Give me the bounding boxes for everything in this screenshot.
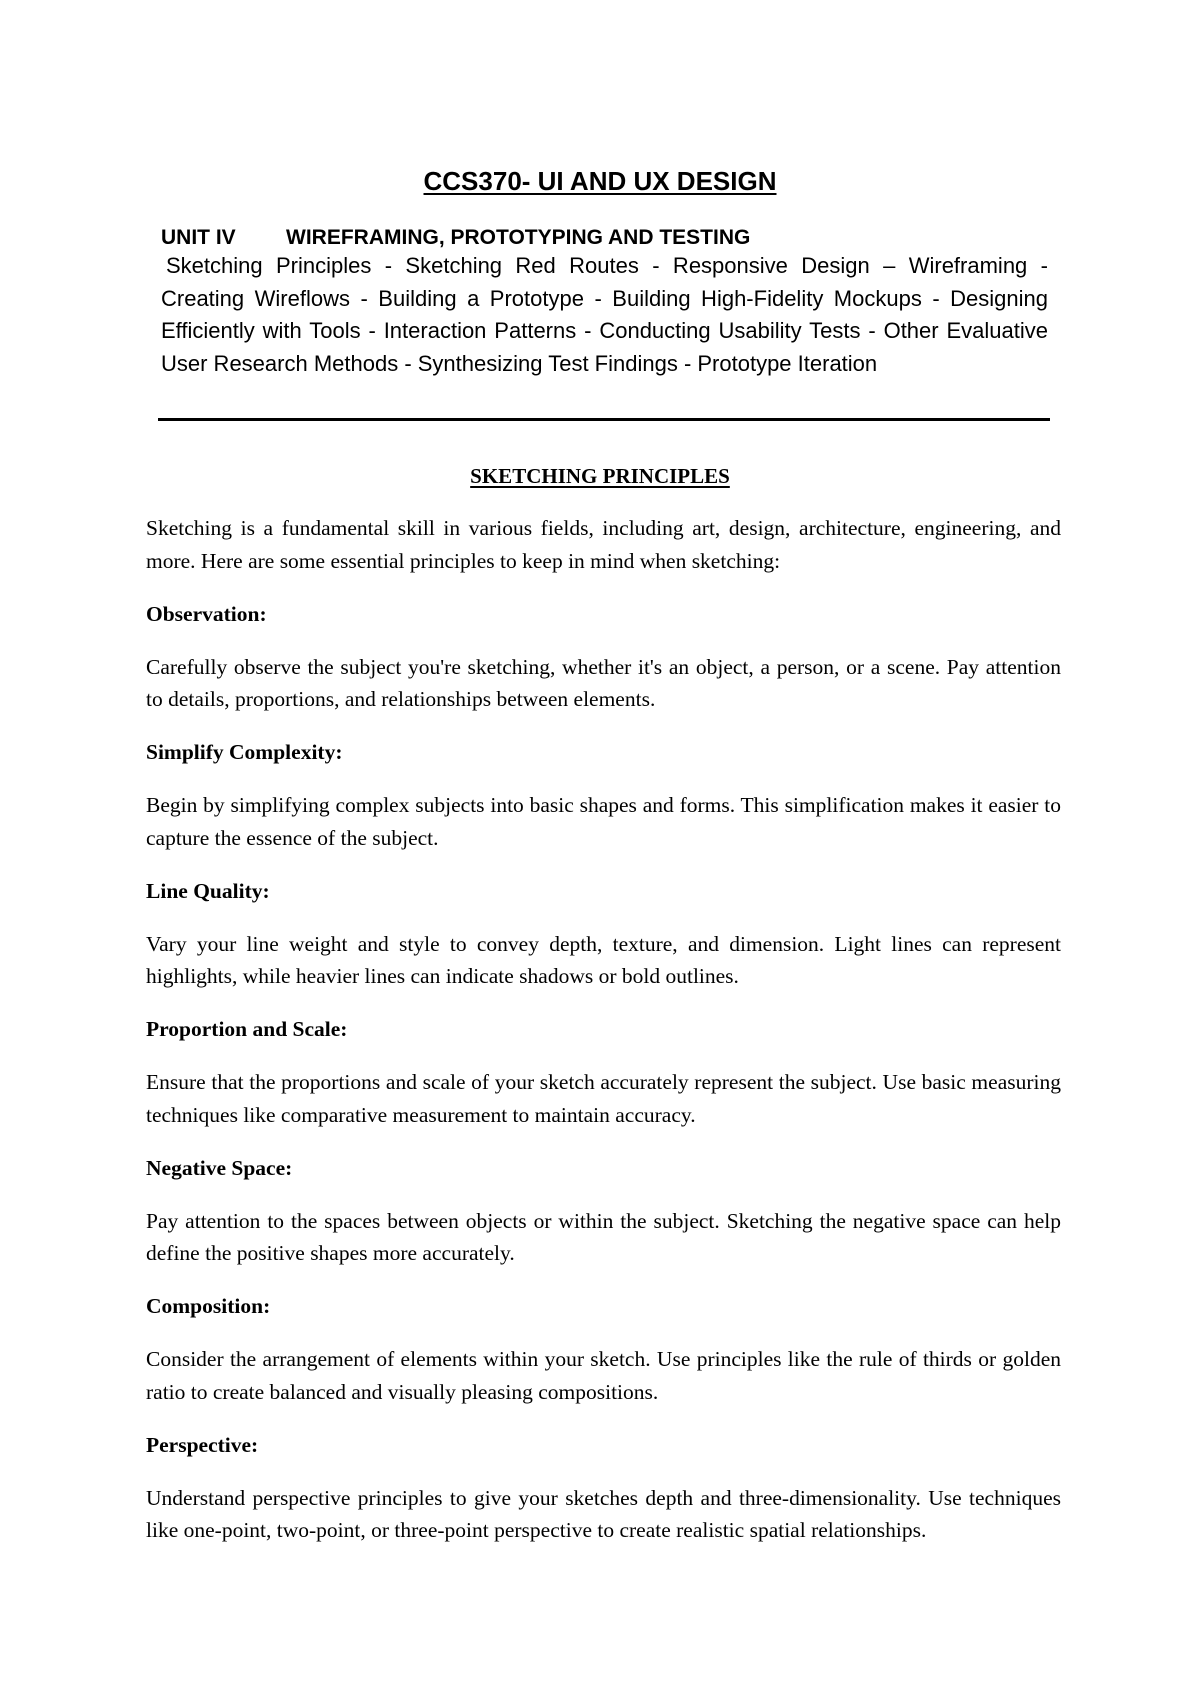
principle-text: Carefully observe the subject you're sketching, whether it's an object, a person, or a scene. Pay attention to details, proportions, and relationships between elements.	[146, 654, 1061, 711]
principle-text: Understand perspective principles to give your sketches depth and three-dimensionality. Use techniques like one-point, two-point, or three-point perspective to create realistic spatial relationships.	[146, 1485, 1061, 1542]
principle-text: Pay attention to the spaces between objects or within the subject. Sketching the negative space can help define the positive shapes more accurately.	[146, 1208, 1061, 1265]
principle-heading: Proportion and Scale:	[146, 1017, 348, 1041]
principle-text: Ensure that the proportions and scale of your sketch accurately represent the subject. Use basic measuring techniques like comparative measurement to maintain accuracy.	[146, 1070, 1061, 1127]
principle-heading: Negative Space:	[146, 1155, 293, 1180]
principle-heading: Composition:	[146, 1294, 271, 1318]
principle-text: Vary your line weight and style to convey depth, texture, and dimension. Light lines can represent highlights, while heavier lines can indicate shadows or bold outlines.	[146, 931, 1061, 988]
section-title: SKETCHING PRINCIPLES	[470, 464, 730, 488]
principle-text: Consider the arrangement of elements within your sketch. Use principles like the rule of thirds or golden ratio to create balanced and visually pleasing compositions.	[146, 1347, 1061, 1404]
principle-text: Begin by simplifying complex subjects into basic shapes and forms. This simplification makes it easier to capture the essence of the subject.	[146, 793, 1061, 850]
section-intro: Sketching is a fundamental skill in various fields, including art, design, architecture, engineering, and more. Here are some essential principles to keep in mind when sketching:	[146, 516, 1061, 573]
principle-heading: Line Quality:	[146, 878, 270, 903]
divider-rule	[158, 418, 1050, 421]
unit-heading	[161, 225, 1051, 250]
principle-heading: Perspective:	[146, 1432, 259, 1457]
course-title: CCS370- UI AND UX DESIGN	[423, 166, 777, 196]
principle-heading: Simplify Complexity:	[146, 740, 343, 764]
unit-label: UNIT IV	[161, 226, 236, 249]
unit-topics: Sketching Principles - Sketching Red Routes - Responsive Design – Wireframing - Creating Wireflows - Building a Prototype - Building High-Fidelity Mockups - Designing Efficiently with Tools - Interaction Patterns - Conducting Usability Tests - Other Evaluative User Research Methods - Synthesizing Test Findings - Prototype Iteration	[161, 253, 1048, 376]
section-body	[146, 512, 1061, 1567]
unit-title: WIREFRAMING, PROTOTYPING AND TESTING	[286, 226, 751, 249]
principle-heading: Observation:	[146, 601, 267, 626]
